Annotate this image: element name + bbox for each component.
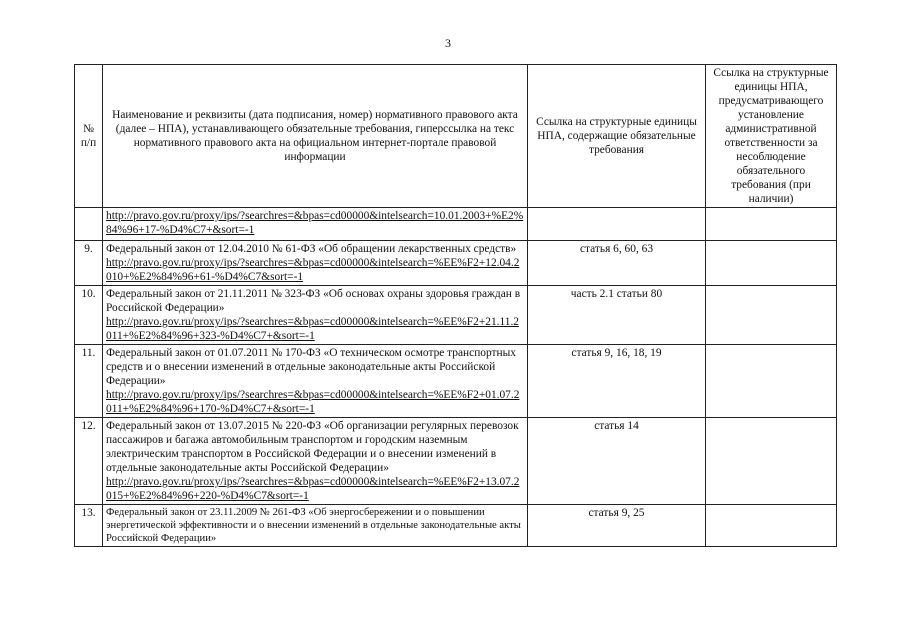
row-articles: статья 6, 60, 63: [528, 241, 706, 286]
document-link[interactable]: http://pravo.gov.ru/proxy/ips/?searchres=&bpas=cd00000&intelsearch=%EE%F2+01.07.2011+%E2%84%96+170-%D4%C7+&sort=-1: [106, 389, 520, 415]
document-title: Федеральный закон от 23.11.2009 № 261-ФЗ «Об энергосбережении и о повышении энергетической эффективности и о внесении изменений в отдельные законодательные акты Российской Федерации»: [106, 507, 521, 544]
row-responsibility: [706, 286, 837, 345]
document-link[interactable]: http://pravo.gov.ru/proxy/ips/?searchres=&bpas=cd00000&intelsearch=%EE%F2+13.07.2015+%E2%84%96+220-%D4%C7&sort=-1: [106, 476, 520, 502]
row-num: 13.: [75, 505, 103, 547]
document-title: Федеральный закон от 13.07.2015 № 220-ФЗ «Об организации регулярных перевозок пассажиров и багажа автомобильным транспортом и городским наземным электрическим транспортом в Российской Федерации и о внесении изменений в отдельные законодательные акты Российской Федерации»: [106, 420, 519, 474]
row-name-cell: [103, 286, 528, 345]
document-link[interactable]: http://pravo.gov.ru/proxy/ips/?searchres=&bpas=cd00000&intelsearch=10.01.2003+%E2%84%96+17-%D4%C7+&sort=-1: [106, 210, 524, 236]
row-responsibility: [706, 241, 837, 286]
row-name-cell: [103, 345, 528, 418]
table-row: [75, 418, 837, 505]
document-link[interactable]: http://pravo.gov.ru/proxy/ips/?searchres=&bpas=cd00000&intelsearch=%EE%F2+12.04.2010+%E2%84%96+61-%D4%C7&sort=-1: [106, 257, 520, 283]
row-responsibility: [706, 208, 837, 241]
row-num: [75, 208, 103, 241]
table-header-row: [75, 65, 837, 208]
table-row: [75, 208, 837, 241]
row-num: 11.: [75, 345, 103, 418]
header-name: Наименование и реквизиты (дата подписания, номер) нормативного правового акта (далее – НПА), устанавливающего обязательные требования, гиперссылка на текс нормативного правового акта на официальном интернет-портале правовой информации: [103, 65, 528, 208]
document-title: Федеральный закон от 12.04.2010 № 61-ФЗ «Об обращении лекарственных средств»: [106, 243, 517, 255]
table-row: [75, 241, 837, 286]
row-articles: статья 9, 25: [528, 505, 706, 547]
document-link[interactable]: http://pravo.gov.ru/proxy/ips/?searchres=&bpas=cd00000&intelsearch=%EE%F2+21.11.2011+%E2%84%96+323-%D4%C7+&sort=-1: [106, 316, 519, 342]
header-responsibility: Ссылка на структурные единицы НПА, предусматривающего установление административной ответственности за несоблюдение обязательного требования (при наличии): [706, 65, 837, 208]
page-number: 3: [445, 36, 451, 50]
table-row: [75, 505, 837, 547]
row-num: 9.: [75, 241, 103, 286]
table-row: [75, 286, 837, 345]
requirements-table: [74, 64, 837, 547]
row-name-cell: [103, 418, 528, 505]
table-row: [75, 345, 837, 418]
row-responsibility: [706, 505, 837, 547]
document-title: Федеральный закон от 21.11.2011 № 323-ФЗ «Об основах охраны здоровья граждан в Российской Федерации»: [106, 288, 521, 314]
row-responsibility: [706, 418, 837, 505]
header-link: Ссылка на структурные единицы НПА, содержащие обязательные требования: [528, 65, 706, 208]
row-name-cell: [103, 208, 528, 241]
row-responsibility: [706, 345, 837, 418]
row-articles: [528, 208, 706, 241]
row-name-cell: [103, 241, 528, 286]
row-num: 12.: [75, 418, 103, 505]
header-num: № п/п: [75, 65, 103, 208]
row-articles: часть 2.1 статьи 80: [528, 286, 706, 345]
row-name-cell: [103, 505, 528, 547]
row-num: 10.: [75, 286, 103, 345]
document-title: Федеральный закон от 01.07.2011 № 170-ФЗ «О техническом осмотре транспортных средств и о внесении изменений в отдельные законодательные акты Российской Федерации»: [106, 347, 516, 387]
row-articles: статья 14: [528, 418, 706, 505]
row-articles: статья 9, 16, 18, 19: [528, 345, 706, 418]
